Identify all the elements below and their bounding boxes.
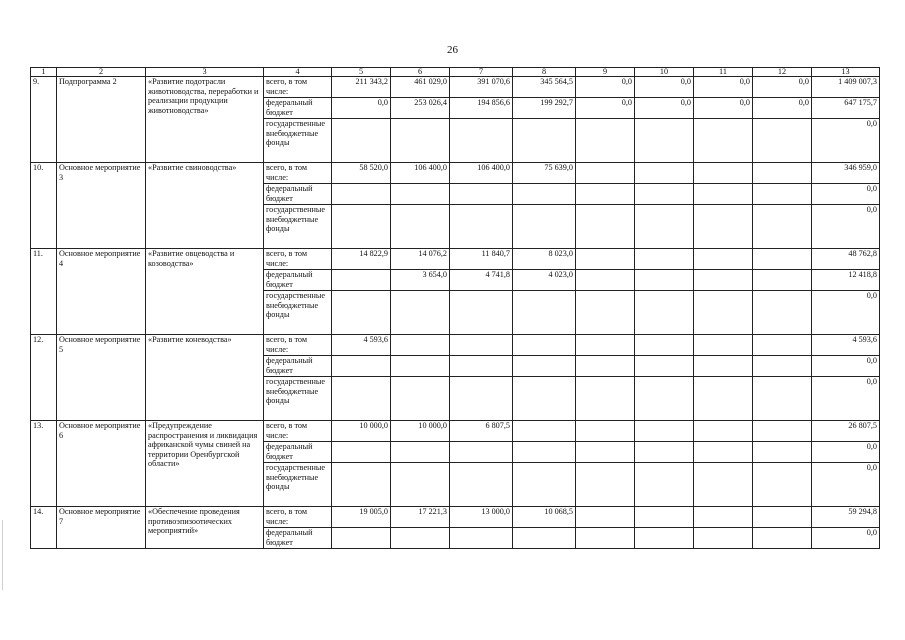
amount-cell [753,163,812,184]
amount-cell [576,356,635,377]
amount-cell: 17 221,3 [391,507,450,528]
amount-cell [513,205,576,249]
amount-cell: 0,0 [753,98,812,119]
amount-cell [694,335,753,356]
amount-cell [513,184,576,205]
amount-cell: 10 000,0 [332,421,391,442]
amount-cell [513,119,576,163]
amount-cell [635,463,694,507]
amount-cell: 106 400,0 [391,163,450,184]
amount-cell [513,356,576,377]
amount-cell [576,119,635,163]
amount-cell [391,356,450,377]
amount-cell [635,377,694,421]
amount-cell [391,528,450,549]
amount-cell [513,442,576,463]
amount-cell: 647 175,7 [812,98,880,119]
program-name: Основное мероприятие 6 [57,421,146,507]
column-number: 13 [812,68,880,77]
funding-source: всего, в том числе: [264,77,332,98]
column-number: 7 [450,68,513,77]
amount-cell [694,119,753,163]
amount-cell: 14 822,9 [332,249,391,270]
amount-cell [635,270,694,291]
amount-cell [513,463,576,507]
amount-cell [694,163,753,184]
amount-cell: 3 654,0 [391,270,450,291]
funding-source: федеральный бюджет [264,528,332,549]
amount-cell [753,528,812,549]
amount-cell: 211 343,2 [332,77,391,98]
column-number: 3 [146,68,264,77]
amount-cell [332,184,391,205]
column-number: 11 [694,68,753,77]
amount-cell [450,205,513,249]
program-name: Основное мероприятие 7 [57,507,146,549]
amount-cell: 8 023,0 [513,249,576,270]
funding-source: федеральный бюджет [264,184,332,205]
program-description: «Развитие коневодства» [146,335,264,421]
amount-cell: 253 026,4 [391,98,450,119]
row-number: 11. [31,249,57,335]
amount-cell [753,205,812,249]
row-number: 13. [31,421,57,507]
table-row [31,421,880,442]
amount-cell [753,377,812,421]
funding-source: государственные внебюджетные фонды [264,377,332,421]
amount-cell: 0,0 [753,77,812,98]
amount-cell: 19 005,0 [332,507,391,528]
funding-source: государственные внебюджетные фонды [264,463,332,507]
amount-cell [391,184,450,205]
amount-cell [450,463,513,507]
amount-cell: 0,0 [812,377,880,421]
amount-cell [576,163,635,184]
amount-cell [513,377,576,421]
amount-cell [635,249,694,270]
amount-cell [635,205,694,249]
table-row [31,507,880,528]
amount-cell [576,249,635,270]
funding-source: всего, в том числе: [264,421,332,442]
amount-cell [694,421,753,442]
amount-cell: 0,0 [694,77,753,98]
amount-cell [450,356,513,377]
amount-cell [332,442,391,463]
table-row [31,335,880,356]
row-number: 9. [31,77,57,163]
amount-cell [753,442,812,463]
amount-cell [450,335,513,356]
amount-cell: 6 807,5 [450,421,513,442]
program-name: Основное мероприятие 3 [57,163,146,249]
amount-cell [391,377,450,421]
amount-cell: 0,0 [694,98,753,119]
amount-cell [576,184,635,205]
amount-cell [576,335,635,356]
column-number: 8 [513,68,576,77]
column-number: 9 [576,68,635,77]
amount-cell [753,184,812,205]
amount-cell [576,421,635,442]
amount-cell [450,119,513,163]
amount-cell [332,463,391,507]
amount-cell: 13 000,0 [450,507,513,528]
funding-source: федеральный бюджет [264,442,332,463]
amount-cell [694,528,753,549]
amount-cell [391,291,450,335]
amount-cell: 4 593,6 [812,335,880,356]
program-name: Основное мероприятие 4 [57,249,146,335]
amount-cell [513,335,576,356]
amount-cell: 0,0 [635,98,694,119]
amount-cell: 1 409 007,3 [812,77,880,98]
amount-cell: 199 292,7 [513,98,576,119]
row-number: 14. [31,507,57,549]
amount-cell [635,291,694,335]
page-number: 26 [447,44,458,56]
header-row [31,68,880,77]
column-number: 2 [57,68,146,77]
amount-cell: 0,0 [576,77,635,98]
amount-cell: 0,0 [576,98,635,119]
amount-cell [576,442,635,463]
amount-cell: 48 762,8 [812,249,880,270]
amount-cell: 14 076,2 [391,249,450,270]
amount-cell [694,356,753,377]
amount-cell [753,463,812,507]
amount-cell [391,335,450,356]
program-description: «Развитие овцеводства и козоводства» [146,249,264,335]
funding-source: всего, в том числе: [264,335,332,356]
funding-source: государственные внебюджетные фонды [264,205,332,249]
funding-source: федеральный бюджет [264,270,332,291]
amount-cell [332,119,391,163]
amount-cell [576,507,635,528]
amount-cell [332,377,391,421]
table-row [31,77,880,98]
amount-cell [576,270,635,291]
column-number: 6 [391,68,450,77]
amount-cell [694,463,753,507]
amount-cell [635,335,694,356]
amount-cell: 0,0 [812,463,880,507]
amount-cell [694,291,753,335]
amount-cell: 106 400,0 [450,163,513,184]
budget-table [30,67,880,549]
scan-edge-mark [2,520,3,590]
amount-cell [753,335,812,356]
amount-cell [576,377,635,421]
amount-cell [332,356,391,377]
amount-cell [635,421,694,442]
amount-cell [576,205,635,249]
amount-cell [635,356,694,377]
column-number: 4 [264,68,332,77]
amount-cell [694,184,753,205]
amount-cell [753,356,812,377]
column-number: 1 [31,68,57,77]
amount-cell [635,442,694,463]
funding-source: государственные внебюджетные фонды [264,291,332,335]
amount-cell [694,205,753,249]
amount-cell [753,249,812,270]
amount-cell [694,270,753,291]
column-number: 12 [753,68,812,77]
amount-cell: 0,0 [812,184,880,205]
amount-cell [576,463,635,507]
row-number: 10. [31,163,57,249]
amount-cell: 0,0 [635,77,694,98]
amount-cell: 345 564,5 [513,77,576,98]
amount-cell [332,270,391,291]
amount-cell [753,119,812,163]
amount-cell: 461 029,0 [391,77,450,98]
amount-cell: 10 068,5 [513,507,576,528]
amount-cell [694,442,753,463]
amount-cell: 10 000,0 [391,421,450,442]
amount-cell: 12 418,8 [812,270,880,291]
amount-cell [694,249,753,270]
amount-cell: 0,0 [332,98,391,119]
program-description: «Предупреждение распространения и ликвидация африканской чумы свиней на территории Оренбургской области» [146,421,264,507]
funding-source: федеральный бюджет [264,356,332,377]
funding-source: федеральный бюджет [264,98,332,119]
funding-source: всего, в том числе: [264,163,332,184]
amount-cell [450,442,513,463]
amount-cell [753,507,812,528]
amount-cell [450,291,513,335]
amount-cell [635,119,694,163]
amount-cell: 4 741,8 [450,270,513,291]
amount-cell [391,463,450,507]
amount-cell [391,205,450,249]
amount-cell [753,270,812,291]
amount-cell [635,184,694,205]
funding-source: всего, в том числе: [264,507,332,528]
amount-cell: 59 294,8 [812,507,880,528]
amount-cell [576,528,635,549]
amount-cell: 11 840,7 [450,249,513,270]
amount-cell [450,528,513,549]
program-name: Основное мероприятие 5 [57,335,146,421]
amount-cell [450,184,513,205]
amount-cell [450,377,513,421]
amount-cell [332,205,391,249]
amount-cell [513,421,576,442]
amount-cell [332,291,391,335]
program-description: «Развитие свиноводства» [146,163,264,249]
column-number: 5 [332,68,391,77]
amount-cell: 0,0 [812,528,880,549]
amount-cell: 26 807,5 [812,421,880,442]
amount-cell: 75 639,0 [513,163,576,184]
amount-cell: 0,0 [812,356,880,377]
amount-cell [635,507,694,528]
amount-cell [513,291,576,335]
amount-cell [753,291,812,335]
amount-cell: 346 959,0 [812,163,880,184]
funding-source: всего, в том числе: [264,249,332,270]
amount-cell [332,528,391,549]
table-row [31,163,880,184]
row-number: 12. [31,335,57,421]
amount-cell: 194 856,6 [450,98,513,119]
amount-cell [391,119,450,163]
amount-cell: 0,0 [812,119,880,163]
column-number: 10 [635,68,694,77]
table-row [31,249,880,270]
amount-cell [694,377,753,421]
program-name: Подпрограмма 2 [57,77,146,163]
amount-cell [753,421,812,442]
funding-source: государственные внебюджетные фонды [264,119,332,163]
amount-cell [635,163,694,184]
amount-cell [391,442,450,463]
program-description: «Обеспечение проведения противоэпизоотических мероприятий» [146,507,264,549]
amount-cell [635,528,694,549]
amount-cell: 58 520,0 [332,163,391,184]
amount-cell: 4 593,6 [332,335,391,356]
program-description: «Развитие подотрасли животноводства, переработки и реализации продукции животноводства» [146,77,264,163]
amount-cell: 4 023,0 [513,270,576,291]
amount-cell [694,507,753,528]
amount-cell [513,528,576,549]
amount-cell: 0,0 [812,205,880,249]
amount-cell: 0,0 [812,291,880,335]
amount-cell [576,291,635,335]
amount-cell: 0,0 [812,442,880,463]
amount-cell: 391 070,6 [450,77,513,98]
